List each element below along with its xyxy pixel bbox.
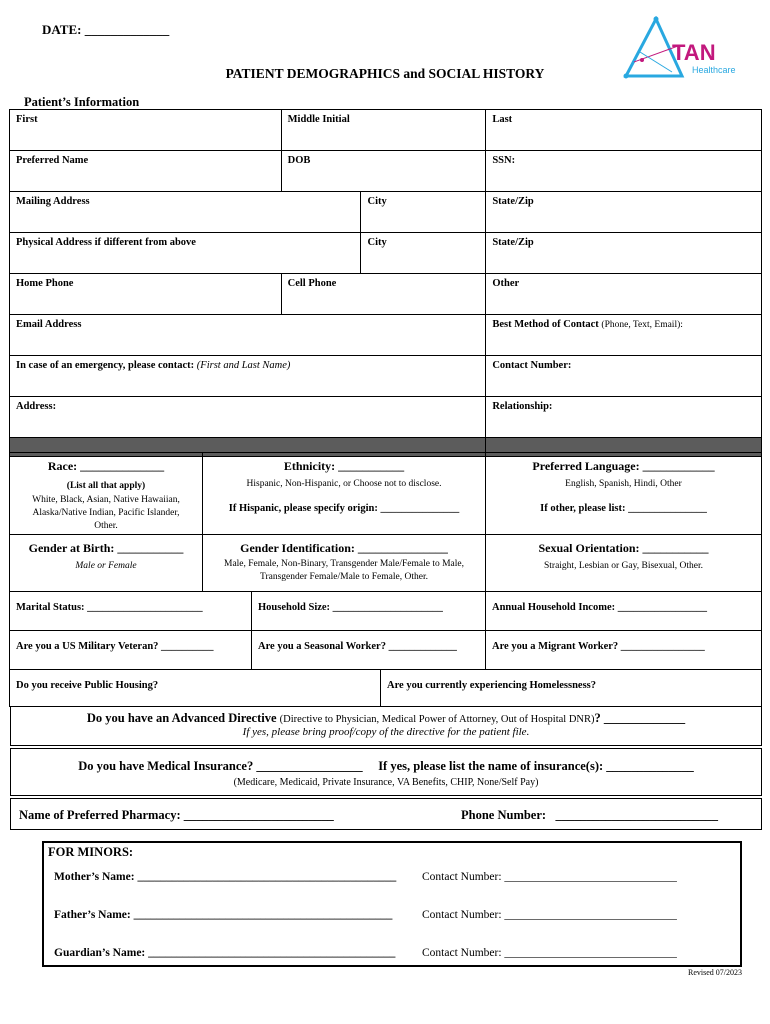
best-contact-method-field[interactable]: Best Method of Contact (Phone, Text, Email): xyxy=(486,315,762,356)
preferred-name-field[interactable]: Preferred Name xyxy=(10,151,282,192)
logo-subtext: Healthcare xyxy=(692,65,736,75)
physical-state-zip-field[interactable]: State/Zip xyxy=(486,233,762,274)
revision-date: Revised 07/2023 xyxy=(688,968,742,977)
emergency-contact-number-field[interactable]: Contact Number: xyxy=(486,356,762,397)
marital-status-field[interactable]: Marital Status: ______________________ xyxy=(9,591,252,631)
gender-identification-field[interactable]: Gender Identification: _______________ Male, Female, Non-Binary, Transgender Male/Female to Male, Transgender Female/Male to Female, Other. xyxy=(202,534,486,592)
logo-text: TAN xyxy=(672,40,716,65)
other-language-field[interactable]: If other, please list: _______________ xyxy=(540,503,707,514)
emergency-contact-field[interactable]: In case of an emergency, please contact: (First and Last Name) xyxy=(10,356,486,397)
home-phone-field[interactable]: Home Phone xyxy=(10,274,282,315)
race-field[interactable]: Race: ______________ (List all that apply) White, Black, Asian, Native Hawaiian, Alaska/Native Indian, Pacific Islander, Other. xyxy=(9,452,203,535)
ethnicity-field[interactable]: Ethnicity: ___________ Hispanic, Non-Hispanic, or Choose not to disclose. If Hispanic, please specify origin: _______________ xyxy=(202,452,486,535)
cell-phone-field[interactable]: Cell Phone xyxy=(281,274,486,315)
emergency-address-field[interactable]: Address: xyxy=(10,397,486,438)
middle-initial-field[interactable]: Middle Initial xyxy=(281,110,486,151)
mailing-address-field[interactable]: Mailing Address xyxy=(10,192,361,233)
state-zip-field[interactable]: State/Zip xyxy=(486,192,762,233)
tan-healthcare-logo xyxy=(620,16,738,82)
other-phone-field[interactable]: Other xyxy=(486,274,762,315)
mother-contact-field[interactable]: Contact Number: ______________________________ xyxy=(422,871,677,883)
sexual-orientation-field[interactable]: Sexual Orientation: ___________ Straight, Lesbian or Gay, Bisexual, Other. xyxy=(485,534,762,592)
father-name-field[interactable]: Father’s Name: _____________________________________________ xyxy=(54,909,393,921)
patient-info-table xyxy=(9,109,762,457)
father-contact-field[interactable]: Contact Number: ______________________________ xyxy=(422,909,677,921)
pharmacy-phone-field[interactable]: Phone Number: __________________________ xyxy=(461,808,718,822)
hispanic-origin-field[interactable]: If Hispanic, please specify origin: _______________ xyxy=(228,503,460,514)
gender-at-birth-field[interactable]: Gender at Birth: ___________ Male or Female xyxy=(9,534,203,592)
last-name-field[interactable]: Last xyxy=(486,110,762,151)
migrant-worker-field[interactable]: Are you a Migrant Worker? ________________ xyxy=(485,630,762,670)
dob-field[interactable]: DOB xyxy=(281,151,486,192)
veteran-field[interactable]: Are you a US Military Veteran? __________ xyxy=(9,630,252,670)
physical-city-field[interactable]: City xyxy=(361,233,486,274)
insurance-field[interactable]: Do you have Medical Insurance? _________________ If yes, please list the name of insurance(s): ______________ (Medicare, Medicaid, Private Insurance, VA Benefits, CHIP, None/Self Pay) xyxy=(10,748,762,796)
seasonal-worker-field[interactable]: Are you a Seasonal Worker? _____________ xyxy=(251,630,486,670)
language-field[interactable]: Preferred Language: ____________ English, Spanish, Hindi, Other If other, please list: _______________ xyxy=(485,452,762,535)
homelessness-field[interactable]: Are you currently experiencing Homelessness? xyxy=(380,669,762,707)
household-size-field[interactable]: Household Size: _____________________ xyxy=(251,591,486,631)
physical-address-field[interactable]: Physical Address if different from above xyxy=(10,233,361,274)
advanced-directive-field[interactable]: Do you have an Advanced Directive (Directive to Physician, Medical Power of Attorney, Out of Hospital DNR)? _____________ If yes, please bring proof/copy of the directive for the patient file. xyxy=(10,706,762,746)
pharmacy-name-field[interactable]: Name of Preferred Pharmacy: ________________________ xyxy=(19,808,334,822)
guardian-name-field[interactable]: Guardian’s Name: ___________________________________________ xyxy=(54,947,396,959)
directive-instruction: If yes, please bring proof/copy of the directive for the patient file. xyxy=(242,726,530,738)
insurance-examples: (Medicare, Medicaid, Private Insurance, VA Benefits, CHIP, None/Self Pay) xyxy=(233,777,539,788)
guardian-contact-field[interactable]: Contact Number: ______________________________ xyxy=(422,947,677,959)
pharmacy-row xyxy=(10,798,762,830)
date-field[interactable]: DATE: _____________ xyxy=(42,22,170,37)
household-income-field[interactable]: Annual Household Income: _________________ xyxy=(485,591,762,631)
page-title: PATIENT DEMOGRAPHICS and SOCIAL HISTORY xyxy=(225,66,545,81)
section-label: Patient’s Information xyxy=(24,95,140,109)
first-name-field[interactable]: First xyxy=(10,110,282,151)
public-housing-field[interactable]: Do you receive Public Housing? xyxy=(9,669,381,707)
minors-section xyxy=(42,841,742,967)
logo-triangle-icon xyxy=(620,16,738,82)
minors-title: FOR MINORS: xyxy=(48,845,134,859)
city-field[interactable]: City xyxy=(361,192,486,233)
email-field[interactable]: Email Address xyxy=(10,315,486,356)
mother-name-field[interactable]: Mother’s Name: _____________________________________________ xyxy=(54,871,397,883)
relationship-field[interactable]: Relationship: xyxy=(486,397,762,438)
ssn-field[interactable]: SSN: xyxy=(486,151,762,192)
